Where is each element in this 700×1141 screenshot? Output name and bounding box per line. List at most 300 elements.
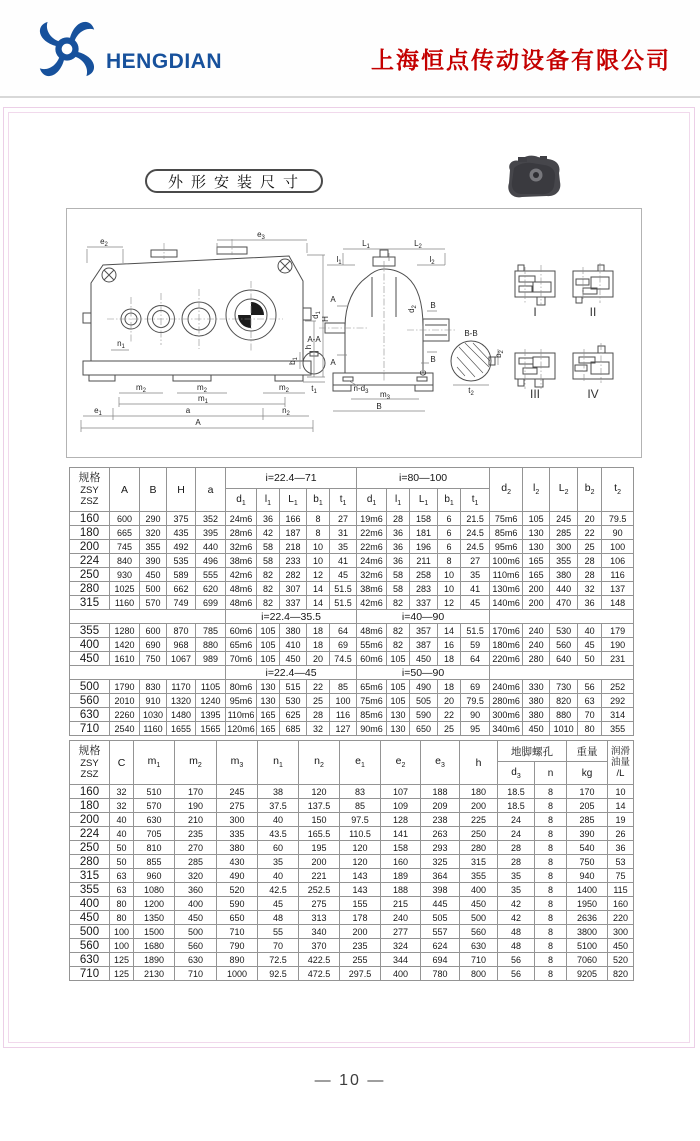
header-cell: $l_1$: [257, 489, 280, 512]
dim-label-a: a: [185, 406, 191, 415]
data-cell: 968: [167, 638, 196, 652]
data-cell: 63: [578, 694, 602, 708]
data-cell: 1680: [134, 939, 175, 953]
spec-cell: 355: [70, 883, 110, 897]
data-cell: 140m6: [490, 596, 523, 610]
data-cell: 82: [257, 582, 280, 596]
data-cell: 200: [299, 855, 340, 869]
data-cell: 53: [608, 855, 634, 869]
header-cell: H: [167, 468, 196, 512]
dim-label-nd3: $n-d_3$: [353, 384, 369, 395]
mount-label-1: I: [533, 305, 537, 319]
data-cell: 1000: [217, 967, 258, 981]
data-cell: 105: [387, 652, 410, 666]
data-cell: 27: [330, 512, 357, 526]
data-cell: 540: [567, 841, 608, 855]
data-cell: 95: [461, 722, 490, 736]
data-cell: 435: [167, 526, 196, 540]
dim-label-n1: $n_1$: [117, 339, 125, 350]
data-cell: 218: [280, 540, 307, 554]
table-row: [70, 568, 634, 582]
data-cell: 422.5: [299, 953, 340, 967]
data-cell: 220m6: [490, 652, 523, 666]
data-cell: 314: [602, 708, 634, 722]
data-cell: 160: [608, 897, 634, 911]
data-cell: 620: [196, 582, 226, 596]
header-cell: $L_1$: [280, 489, 307, 512]
data-cell: 38m6: [226, 554, 257, 568]
data-cell: 50: [110, 841, 134, 855]
data-cell: 940: [567, 869, 608, 883]
data-cell: 143: [340, 869, 381, 883]
mount-label-3: III: [529, 387, 541, 401]
data-cell: 137.5: [299, 799, 340, 813]
data-cell: 18: [438, 680, 461, 694]
data-cell: 290: [140, 512, 167, 526]
data-cell: 32: [110, 785, 134, 799]
bolt-hole-group: 地脚螺孔: [498, 741, 567, 762]
header-cell: h: [460, 741, 498, 785]
spec-cell: 250: [70, 568, 110, 582]
data-cell: 380: [280, 624, 307, 638]
data-cell: 1170: [167, 680, 196, 694]
data-cell: 20: [307, 652, 330, 666]
data-cell: 166: [280, 512, 307, 526]
section-mark-B: B: [430, 301, 436, 310]
data-cell: 640: [550, 652, 578, 666]
data-cell: i=50—90: [357, 666, 490, 680]
data-cell: 32m6: [357, 568, 387, 582]
header-cell: $d_2$: [490, 468, 523, 512]
data-cell: 83: [340, 785, 381, 799]
data-cell: 8: [535, 841, 567, 855]
data-cell: 130: [523, 526, 550, 540]
data-cell: 785: [196, 624, 226, 638]
table-row: [70, 869, 634, 883]
data-cell: 235: [340, 939, 381, 953]
data-cell: 6: [438, 512, 461, 526]
data-cell: 589: [167, 568, 196, 582]
section-label-BB: B-B: [464, 329, 478, 338]
data-cell: 730: [550, 680, 578, 694]
data-cell: 930: [110, 568, 140, 582]
data-cell: 40: [110, 813, 134, 827]
data-cell: 110.5: [340, 827, 381, 841]
data-cell: 195: [299, 841, 340, 855]
table-row: [70, 911, 634, 925]
spec-header-line: 规格: [78, 745, 101, 757]
header-cell: $m_1$: [134, 741, 175, 785]
data-cell: 130: [387, 722, 410, 736]
data-cell: 75m6: [357, 694, 387, 708]
data-cell: 600: [140, 624, 167, 638]
data-cell: 630: [175, 953, 217, 967]
page-number: — 10 —: [314, 1072, 386, 1089]
header-cell: $d_1$: [357, 489, 387, 512]
data-cell: 56: [498, 953, 535, 967]
data-cell: 750: [140, 652, 167, 666]
spec-cell: 560: [70, 939, 110, 953]
data-cell: 8: [535, 813, 567, 827]
oil-header-line: /L: [616, 768, 625, 779]
data-cell: 357: [410, 624, 438, 638]
data-cell: 694: [421, 953, 460, 967]
dim-label-H: H: [321, 316, 330, 322]
data-cell: 41: [461, 582, 490, 596]
weight-unit: kg: [567, 762, 608, 785]
data-cell: 275: [217, 799, 258, 813]
data-cell: 315: [460, 855, 498, 869]
data-cell: 181: [410, 526, 438, 540]
data-cell: 8: [535, 911, 567, 925]
data-cell: 160: [381, 855, 421, 869]
mounting-dimensions-table: [69, 740, 634, 981]
dim-label-l1: $l_1$: [336, 255, 342, 266]
header-cell: $L_2$: [550, 468, 578, 512]
spec-header-cell: [70, 741, 110, 785]
data-cell: 510: [134, 785, 175, 799]
data-cell: 18: [307, 624, 330, 638]
table-row: [70, 596, 634, 610]
data-cell: 1025: [110, 582, 140, 596]
data-cell: 910: [140, 694, 167, 708]
data-cell: 190: [175, 799, 217, 813]
data-cell: 445: [421, 897, 460, 911]
data-cell: 263: [421, 827, 460, 841]
data-cell: 9205: [567, 967, 608, 981]
data-cell: 500: [175, 925, 217, 939]
data-cell: 143: [340, 883, 381, 897]
data-cell: 127: [330, 722, 357, 736]
data-cell: 300: [217, 813, 258, 827]
header-cell: $l_2$: [523, 468, 550, 512]
spec-header-line: ZSY: [80, 758, 99, 769]
data-cell: 355: [550, 554, 578, 568]
data-cell: 79.5: [461, 694, 490, 708]
data-cell: 22m6: [357, 526, 387, 540]
header-cell: $L_1$: [410, 489, 438, 512]
data-cell: 398: [421, 883, 460, 897]
spec-cell: 315: [70, 869, 110, 883]
data-cell: 137: [602, 582, 634, 596]
data-cell: 250: [460, 827, 498, 841]
header-cell: $t_2$: [602, 468, 634, 512]
data-cell: 70m6: [226, 652, 257, 666]
data-cell: 42.5: [258, 883, 299, 897]
data-cell: [70, 666, 226, 680]
data-cell: 155: [340, 897, 381, 911]
data-cell: 35: [498, 883, 535, 897]
data-cell: 32: [578, 582, 602, 596]
data-cell: 320: [175, 869, 217, 883]
data-cell: 45: [330, 568, 357, 582]
data-cell: 28: [578, 554, 602, 568]
data-cell: 36: [387, 540, 410, 554]
header-cell: $m_3$: [217, 741, 258, 785]
data-cell: 165: [523, 568, 550, 582]
data-cell: 710: [175, 967, 217, 981]
table-row: [70, 582, 634, 596]
data-cell: 65m6: [357, 680, 387, 694]
data-cell: 82: [387, 624, 410, 638]
data-cell: 8: [535, 855, 567, 869]
data-cell: 690: [140, 638, 167, 652]
data-cell: 1160: [110, 596, 140, 610]
data-cell: 100: [110, 925, 134, 939]
data-cell: 45: [578, 638, 602, 652]
dim-label-e1: $e_1$: [94, 406, 102, 417]
data-cell: 8: [535, 939, 567, 953]
data-cell: 80: [110, 897, 134, 911]
data-cell: 1500: [134, 925, 175, 939]
data-cell: 8: [438, 554, 461, 568]
data-cell: 72.5: [258, 953, 299, 967]
header-cell: n: [535, 762, 567, 785]
data-cell: 870: [167, 624, 196, 638]
data-cell: 555: [196, 568, 226, 582]
data-cell: 25: [438, 722, 461, 736]
header-cell: $m_2$: [175, 741, 217, 785]
header-cell: $e_2$: [381, 741, 421, 785]
data-cell: 60m6: [357, 652, 387, 666]
table-row: [70, 939, 634, 953]
dim-label-b2: $b_2$: [494, 350, 505, 358]
data-cell: 221: [299, 869, 340, 883]
table-row: [70, 925, 634, 939]
data-cell: 240: [523, 638, 550, 652]
data-cell: 470: [550, 596, 578, 610]
header-cell: $d_3$: [498, 762, 535, 785]
data-cell: 535: [167, 554, 196, 568]
data-cell: 520: [608, 953, 634, 967]
data-cell: 48m6: [226, 582, 257, 596]
data-cell: 560: [550, 638, 578, 652]
data-cell: 190: [602, 638, 634, 652]
data-cell: 297.5: [340, 967, 381, 981]
mount-label-4: IV: [587, 387, 599, 401]
data-cell: 42m6: [357, 596, 387, 610]
table-row: [70, 799, 634, 813]
table-row: [70, 841, 634, 855]
data-cell: 1067: [167, 652, 196, 666]
spec-cell: 560: [70, 694, 110, 708]
data-cell: 82: [257, 568, 280, 582]
data-cell: 37.5: [258, 799, 299, 813]
data-cell: [490, 610, 634, 624]
spec-cell: 710: [70, 967, 110, 981]
data-cell: 42: [498, 911, 535, 925]
data-cell: 252.5: [299, 883, 340, 897]
data-cell: 450: [523, 722, 550, 736]
data-cell: 1395: [196, 708, 226, 722]
data-cell: 215: [381, 897, 421, 911]
data-cell: 63: [110, 869, 134, 883]
data-cell: 750: [567, 855, 608, 869]
data-cell: 820: [550, 694, 578, 708]
data-cell: 440: [196, 540, 226, 554]
data-cell: 209: [421, 799, 460, 813]
data-cell: 40: [578, 624, 602, 638]
data-cell: 685: [280, 722, 307, 736]
data-cell: 105: [523, 512, 550, 526]
data-cell: 24m6: [357, 554, 387, 568]
data-cell: 1320: [167, 694, 196, 708]
data-cell: 90: [461, 708, 490, 722]
data-cell: 48m6: [226, 596, 257, 610]
data-cell: 10: [608, 785, 634, 799]
data-cell: 36: [578, 596, 602, 610]
data-cell: 231: [602, 652, 634, 666]
data-cell: 105: [257, 638, 280, 652]
spec-cell: 280: [70, 855, 110, 869]
data-cell: 165: [523, 554, 550, 568]
data-cell: 28: [387, 512, 410, 526]
data-cell: 387: [410, 638, 438, 652]
data-cell: 800: [460, 967, 498, 981]
data-cell: 355: [460, 869, 498, 883]
table-row: [70, 722, 634, 736]
data-cell: 38: [258, 785, 299, 799]
data-cell: 14: [307, 582, 330, 596]
data-cell: 337: [280, 596, 307, 610]
data-cell: 110m6: [226, 708, 257, 722]
data-cell: i=40—90: [357, 610, 490, 624]
table-row: [70, 638, 634, 652]
data-cell: 90: [602, 526, 634, 540]
data-cell: 313: [299, 911, 340, 925]
product-photo: [504, 154, 564, 200]
data-cell: 165: [257, 722, 280, 736]
data-cell: 128: [381, 813, 421, 827]
data-cell: 570: [140, 596, 167, 610]
data-cell: 24: [498, 827, 535, 841]
data-cell: 665: [110, 526, 140, 540]
data-cell: 375: [167, 512, 196, 526]
header-cell: a: [196, 468, 226, 512]
data-cell: 18: [438, 652, 461, 666]
data-cell: 500: [460, 911, 498, 925]
logo-text: HENGDIAN: [106, 50, 223, 73]
spec-header-line: ZSZ: [80, 769, 99, 780]
data-cell: 80: [578, 722, 602, 736]
spec-header-line: ZSZ: [80, 496, 99, 507]
data-cell: 275: [299, 897, 340, 911]
data-cell: 36: [608, 841, 634, 855]
data-cell: 1655: [167, 722, 196, 736]
data-cell: 1280: [110, 624, 140, 638]
data-cell: 650: [410, 722, 438, 736]
data-cell: 12: [307, 568, 330, 582]
data-cell: 24: [498, 813, 535, 827]
data-cell: 18: [307, 638, 330, 652]
header-cell: $e_3$: [421, 741, 460, 785]
data-cell: 300: [550, 540, 578, 554]
data-cell: 255: [340, 953, 381, 967]
dim-label-n2: $n_2$: [282, 406, 290, 417]
table-row: [70, 953, 634, 967]
data-cell: 344: [381, 953, 421, 967]
data-cell: 148: [602, 596, 634, 610]
data-cell: 380: [217, 841, 258, 855]
data-cell: 650: [217, 911, 258, 925]
data-cell: 662: [167, 582, 196, 596]
shaft-dimensions-table: [69, 467, 634, 736]
data-cell: 24.5: [461, 540, 490, 554]
data-cell: 557: [421, 925, 460, 939]
data-cell: 120: [340, 841, 381, 855]
data-cell: 95m6: [490, 540, 523, 554]
dim-label-t1: $t_1$: [311, 384, 317, 395]
data-cell: 70: [578, 708, 602, 722]
spec-cell: 450: [70, 911, 110, 925]
data-cell: 82: [387, 596, 410, 610]
table-row: [70, 540, 634, 554]
data-cell: 855: [134, 855, 175, 869]
data-cell: 26: [608, 827, 634, 841]
table-row: [70, 813, 634, 827]
data-cell: 43.5: [258, 827, 299, 841]
data-cell: 337: [410, 596, 438, 610]
spec-cell: 630: [70, 708, 110, 722]
table-row: [70, 694, 634, 708]
data-cell: 50: [110, 855, 134, 869]
header-cell: $b_1$: [438, 489, 461, 512]
data-cell: 19: [608, 813, 634, 827]
dimension-drawing-panel: [66, 208, 642, 458]
data-cell: 490: [217, 869, 258, 883]
data-cell: 1350: [134, 911, 175, 925]
data-cell: 277: [381, 925, 421, 939]
data-cell: 8: [535, 967, 567, 981]
data-cell: 42m6: [226, 568, 257, 582]
data-cell: 335: [217, 827, 258, 841]
data-cell: 170: [175, 785, 217, 799]
data-cell: 370: [299, 939, 340, 953]
data-cell: 530: [550, 624, 578, 638]
data-cell: 810: [134, 841, 175, 855]
data-cell: 170m6: [490, 624, 523, 638]
dim-label-L1: $L_1$: [362, 239, 370, 250]
data-cell: 630: [134, 813, 175, 827]
data-cell: 5100: [567, 939, 608, 953]
data-cell: 35: [498, 869, 535, 883]
dim-label-m2: $m_2$: [196, 383, 208, 394]
data-cell: 300: [608, 925, 634, 939]
data-cell: 200: [460, 799, 498, 813]
data-cell: 245: [550, 512, 578, 526]
data-cell: 64: [461, 652, 490, 666]
header-cell: $b_1$: [307, 489, 330, 512]
data-cell: 400: [175, 897, 217, 911]
data-cell: 116: [330, 708, 357, 722]
content-frame: [3, 107, 695, 1048]
data-cell: 20: [578, 512, 602, 526]
data-cell: 120: [299, 785, 340, 799]
data-cell: 51.5: [461, 624, 490, 638]
data-cell: 100: [330, 694, 357, 708]
data-cell: 45: [258, 897, 299, 911]
data-cell: 570: [134, 799, 175, 813]
data-cell: 440: [550, 582, 578, 596]
data-cell: 189: [381, 869, 421, 883]
data-cell: 125: [110, 953, 134, 967]
data-cell: 496: [196, 554, 226, 568]
data-cell: 22m6: [357, 540, 387, 554]
data-cell: 196: [410, 540, 438, 554]
data-cell: 7060: [567, 953, 608, 967]
ratio-band-row: [70, 610, 634, 624]
data-cell: 280m6: [490, 694, 523, 708]
